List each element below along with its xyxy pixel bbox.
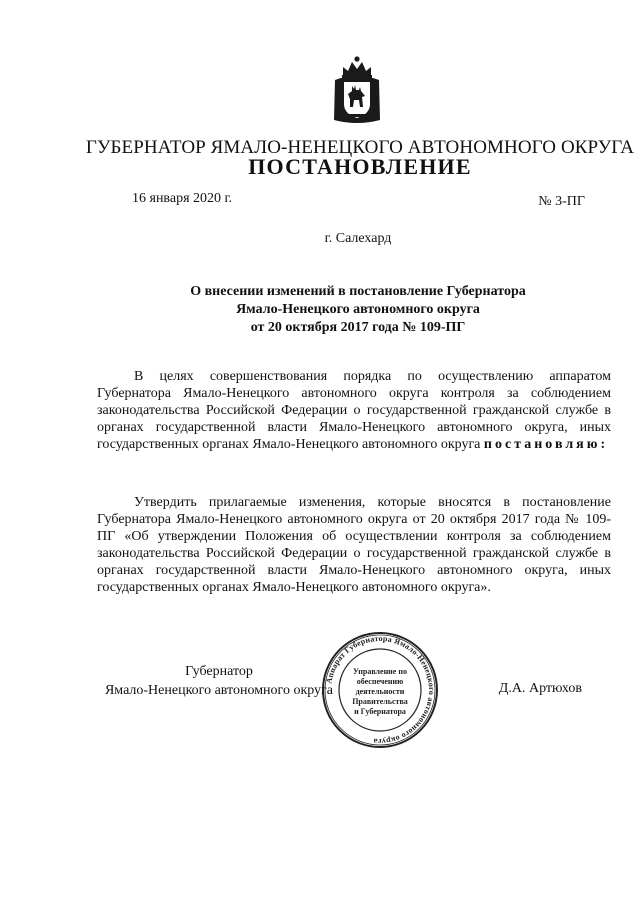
official-stamp (321, 631, 439, 749)
document-title-line-1: О внесении изменений в постановление Губернатора (190, 284, 526, 299)
decree-word: постановляю: (483, 437, 609, 452)
preamble-text: В целях совершенствования порядка по осуществлению аппаратом Губернатора Ямало-Ненецкого автономного округа контроля за соблюдением законодательства Российской Федерации о государственной гражданской службе в органах государственной власти Ямало-Ненецкого автономного округа, иных государственных органах Ямало-Ненецкого автономного округа (97, 369, 611, 452)
signer-title-line-2: Ямало-Ненецкого автономного округа (104, 683, 334, 698)
signer-name: Д.А. Артюхов (498, 681, 582, 696)
stamp-line-3: деятельности (355, 687, 405, 696)
document-number: № 3-ПГ (538, 194, 585, 209)
document-type-heading: ПОСТАНОВЛЕНИЕ (248, 154, 472, 179)
signer-title (95, 662, 343, 700)
stamp-ring-text: Аппарат Губернатора Ямало-Ненецкого автономного округа (324, 633, 437, 747)
signer-title-line-1: Губернатор (185, 664, 253, 679)
preamble-paragraph (97, 368, 611, 453)
operative-paragraph: Утвердить прилагаемые изменения, которые вносятся в постановление Губернатора Ямало-Ненецкого автономного округа от 20 октября 2017 года № 109-ПГ «Об утверждении Положения об осуществлении контроля за соблюдением законодательства Российской Федерации о государственной гражданской службе в органах государственной власти Ямало-Ненецкого автономного округа, иных государственных органах Ямало-Ненецкого автономного округа». (97, 495, 611, 595)
document-title-line-2: Ямало-Ненецкого автономного округа (236, 302, 480, 317)
document-title-line-3: от 20 октября 2017 года № 109-ПГ (250, 320, 466, 335)
stamp-line-4: Правительства (352, 697, 408, 706)
issuing-authority: ГУБЕРНАТОР ЯМАЛО-НЕНЕЦКОГО АВТОНОМНОГО ОКРУГА (85, 137, 635, 158)
stamp-line-1: Управление по (353, 667, 407, 676)
document-city: г. Салехард (324, 231, 392, 246)
coat-of-arms-emblem (332, 54, 382, 126)
document-date: 16 января 2020 г. (132, 191, 233, 206)
document-title (0, 283, 640, 337)
stamp-line-2: обеспечению (356, 677, 404, 686)
stamp-line-5: и Губернатора (354, 707, 406, 716)
